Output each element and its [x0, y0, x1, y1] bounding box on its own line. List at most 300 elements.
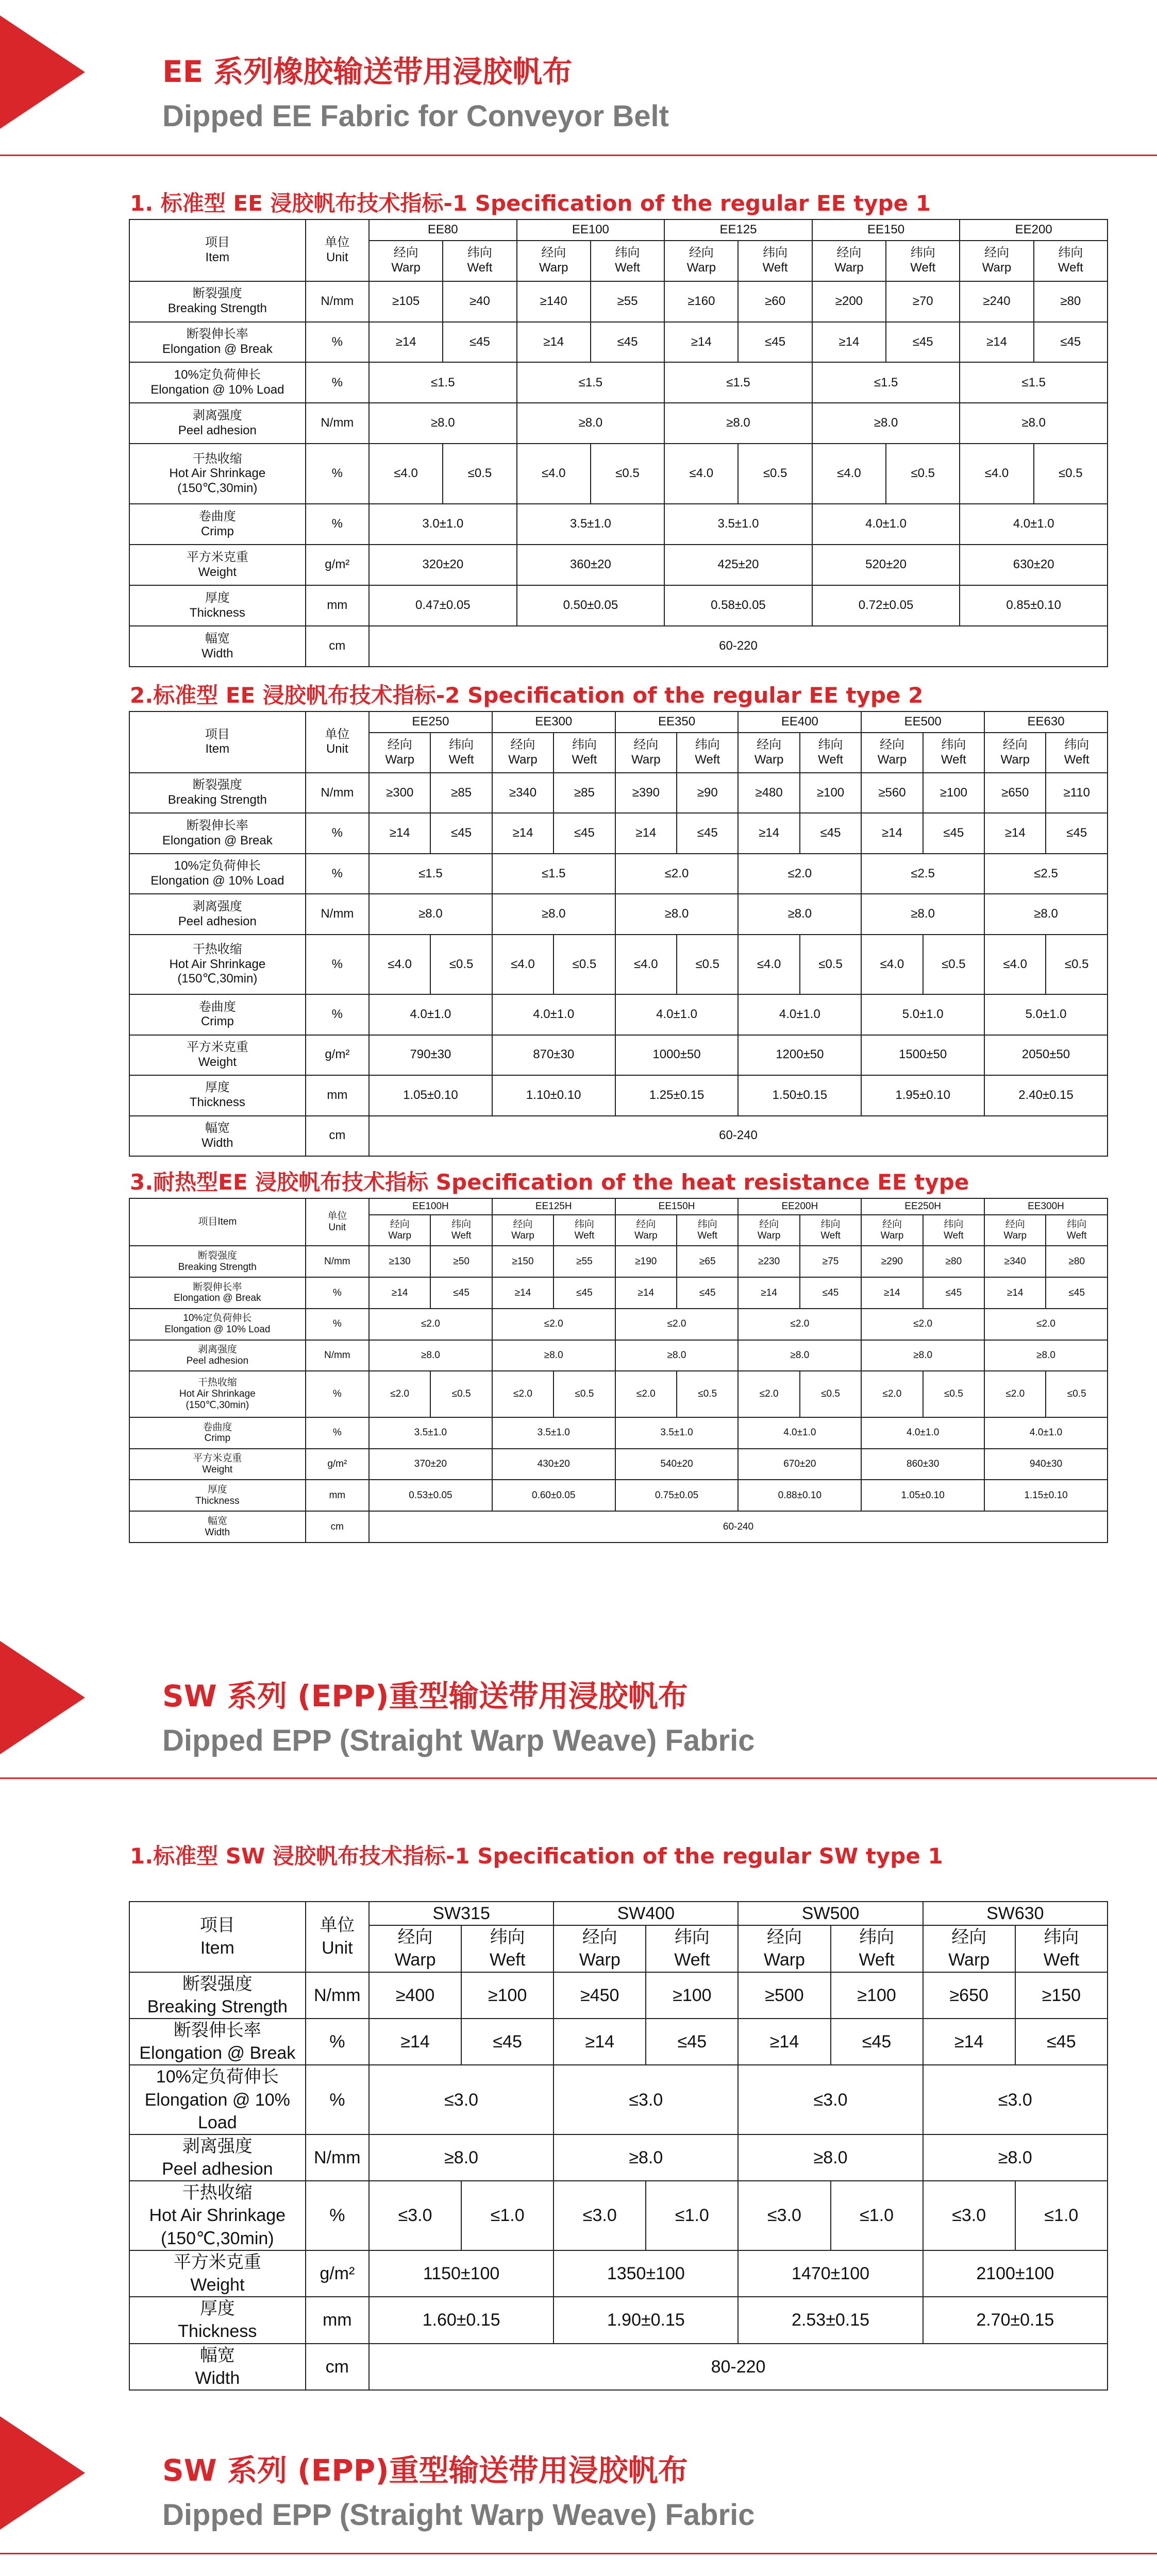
- section-1-divider: [0, 155, 1157, 156]
- row-unit: %: [306, 504, 369, 545]
- row-label-cn: 厚度: [199, 2299, 235, 2319]
- row-unit: %: [306, 813, 369, 853]
- row-label: [129, 1116, 306, 1156]
- weft-header: [1046, 1215, 1108, 1246]
- table-row: [129, 894, 1108, 934]
- warp-en: Warp: [1003, 1230, 1027, 1242]
- row-unit: %: [306, 362, 369, 403]
- value-cell: ≥8.0: [492, 894, 615, 934]
- row-label: [129, 281, 306, 322]
- weft-cn: 纬向: [941, 737, 966, 752]
- value-cell: ≤0.5: [800, 1371, 861, 1417]
- value-cell: ≥14: [738, 813, 799, 853]
- row-unit: g/m²: [306, 2250, 369, 2297]
- table-row: [129, 1480, 1108, 1511]
- value-cell: ≥8.0: [861, 894, 984, 934]
- table-row: [129, 1371, 1108, 1417]
- row-label-en: Weight: [202, 1464, 233, 1476]
- value-cell: 1.25±0.15: [615, 1075, 739, 1115]
- value-cell: ≥240: [960, 281, 1033, 322]
- value-cell: 425±20: [664, 545, 812, 585]
- value-cell: 0.58±0.05: [664, 585, 812, 626]
- value-cell: 5.0±1.0: [861, 994, 984, 1035]
- header-item-cn: 项目: [199, 1916, 235, 1936]
- warp-header: [554, 1925, 646, 1972]
- warp-cn: 经向: [397, 1927, 433, 1947]
- row-label-en: Thickness: [189, 605, 245, 620]
- warp-cn: 经向: [633, 737, 659, 752]
- value-cell: ≥8.0: [492, 1340, 615, 1371]
- row-unit: mm: [306, 585, 369, 626]
- warp-header: [517, 241, 591, 281]
- row-label-en: Hot Air Shrinkage: [169, 466, 266, 481]
- value-cell: ≤2.0: [492, 1309, 615, 1340]
- table-row: [129, 1417, 1108, 1449]
- warp-en: Warp: [1000, 752, 1030, 767]
- warp-cn: 经向: [766, 1927, 802, 1947]
- row-label: [129, 1309, 306, 1340]
- section-2-triangle: [0, 1641, 85, 1754]
- row-label-en: Thickness: [195, 1495, 240, 1506]
- value-cell: ≤45: [738, 322, 812, 363]
- weft-en: Weft: [572, 752, 597, 767]
- weft-en: Weft: [818, 752, 843, 767]
- header-unit: [306, 1198, 369, 1246]
- value-cell: ≥290: [861, 1246, 923, 1277]
- value-cell: ≤1.0: [1015, 2181, 1108, 2250]
- value-cell: ≥8.0: [738, 894, 861, 934]
- row-label-cn: 平方米克重: [186, 1040, 248, 1055]
- warp-cn: 经向: [689, 246, 714, 260]
- row-label-en: Breaking Strength: [147, 1996, 288, 2016]
- value-cell: ≤3.0: [738, 2065, 923, 2134]
- row-unit: N/mm: [306, 1972, 369, 2019]
- weft-en: Weft: [762, 261, 788, 275]
- row-label-en-note: (150℃,30min): [177, 972, 258, 986]
- row-label-en: Breaking Strength: [167, 793, 267, 807]
- value-cell: ≥8.0: [812, 403, 960, 444]
- value-cell: ≥100: [831, 1972, 923, 2019]
- model-header: EE80: [369, 219, 517, 241]
- row-label-en: Weight: [198, 1055, 237, 1069]
- value-cell: 3.5±1.0: [664, 504, 812, 545]
- section-2-title-en: Dipped EPP (Straight Warp Weave) Fabric: [162, 1724, 755, 1757]
- row-label-en: Elongation @ 10% Load: [150, 874, 284, 888]
- value-cell: ≤1.5: [517, 362, 665, 403]
- warp-header: [960, 241, 1033, 281]
- row-label-cn: 干热收缩: [192, 451, 242, 466]
- weft-en: Weft: [615, 261, 640, 275]
- value-cell: ≤45: [1034, 322, 1108, 363]
- value-cell: ≥8.0: [664, 403, 812, 444]
- model-header: EE125H: [492, 1198, 615, 1215]
- row-label-cn: 厚度: [205, 1080, 230, 1095]
- value-cell: 1350±100: [554, 2250, 738, 2297]
- warp-header: [861, 733, 923, 773]
- value-cell: ≥14: [615, 813, 677, 853]
- header-unit-cn: 单位: [325, 727, 350, 741]
- value-cell: ≤45: [591, 322, 664, 363]
- value-cell: ≤0.5: [1046, 1371, 1108, 1417]
- value-cell: 940±30: [984, 1449, 1108, 1480]
- value-cell: ≥8.0: [554, 2134, 738, 2181]
- value-cell: ≤0.5: [677, 1371, 738, 1417]
- table-row: [129, 2019, 1108, 2065]
- row-unit: g/m²: [306, 545, 369, 585]
- value-cell: ≤1.5: [492, 854, 615, 894]
- value-cell: ≥14: [738, 2019, 830, 2065]
- value-cell: ≤0.5: [554, 1371, 615, 1417]
- warp-en: Warp: [757, 1230, 781, 1242]
- value-cell: ≤45: [554, 1277, 615, 1309]
- value-cell: 4.0±1.0: [861, 1417, 984, 1449]
- header-unit-cn: 单位: [325, 235, 350, 250]
- row-label-en: Elongation @ 10% Load: [150, 382, 284, 397]
- row-label-en: Crimp: [200, 524, 234, 538]
- row-label: [129, 894, 306, 934]
- row-label-en-note: (150℃,30min): [177, 481, 258, 496]
- row-label-cn: 幅宽: [205, 1121, 230, 1135]
- weft-cn: 纬向: [490, 1927, 525, 1947]
- value-cell: ≤2.0: [615, 1309, 739, 1340]
- value-cell: 4.0±1.0: [960, 504, 1108, 545]
- row-label-cn: 断裂强度: [182, 1974, 253, 1994]
- row-label-en: Width: [195, 2368, 240, 2388]
- row-label-cn: 10%定负荷伸长: [183, 1313, 252, 1324]
- header-unit-cn: 单位: [320, 1916, 355, 1936]
- value-cell: ≥8.0: [738, 2134, 923, 2181]
- weft-cn: 纬向: [674, 1927, 710, 1947]
- table-row: [129, 1972, 1108, 2019]
- row-label: [129, 626, 306, 667]
- row-unit: g/m²: [306, 1035, 369, 1075]
- table-row: [129, 504, 1108, 545]
- value-cell: 670±20: [738, 1449, 861, 1480]
- row-label: [129, 854, 306, 894]
- value-cell: ≥100: [800, 773, 861, 813]
- model-header: EE200H: [738, 1198, 861, 1215]
- value-cell: ≥150: [1015, 1972, 1108, 2019]
- value-cell: ≥14: [369, 2019, 461, 2065]
- row-unit: %: [306, 322, 369, 363]
- value-cell: ≤0.5: [886, 444, 960, 504]
- warp-cn: 经向: [390, 1219, 410, 1230]
- value-cell: ≥85: [430, 773, 492, 813]
- row-label-cn: 10%定负荷伸长: [156, 2067, 279, 2087]
- warp-header: [984, 1215, 1046, 1246]
- row-label-cn: 剥离强度: [182, 2136, 253, 2156]
- value-cell: ≥80: [923, 1246, 984, 1277]
- row-label-en: Thickness: [178, 2321, 257, 2342]
- value-cell: ≥300: [369, 773, 430, 813]
- weft-en: Weft: [674, 1950, 710, 1970]
- value-cell: 4.0±1.0: [369, 994, 492, 1035]
- value-cell: ≥70: [886, 281, 960, 322]
- value-cell: 1.95±0.10: [861, 1075, 984, 1115]
- value-cell: ≤0.5: [430, 935, 492, 994]
- weft-header: [800, 733, 861, 773]
- value-cell: ≤45: [1015, 2019, 1108, 2065]
- weft-cn: 纬向: [1058, 246, 1083, 260]
- row-label-cn: 平方米克重: [186, 550, 248, 564]
- value-cell: ≥60: [738, 281, 812, 322]
- weft-cn: 纬向: [820, 1219, 841, 1230]
- value-cell: ≤1.0: [461, 2181, 554, 2250]
- value-cell: 4.0±1.0: [615, 994, 739, 1035]
- value-cell: 0.60±0.05: [492, 1480, 615, 1511]
- warp-cn: 经向: [882, 1219, 902, 1230]
- value-cell: ≤4.0: [517, 444, 591, 504]
- value-cell: ≥14: [492, 1277, 554, 1309]
- warp-en: Warp: [880, 1230, 904, 1242]
- value-cell: ≤3.0: [923, 2181, 1015, 2250]
- value-cell: 540±20: [615, 1449, 739, 1480]
- section-1-title-cn: EE 系列橡胶输送带用浸胶帆布: [162, 54, 573, 89]
- row-label-cn: 厚度: [205, 590, 230, 605]
- weft-cn: 纬向: [944, 1219, 964, 1230]
- value-cell: ≥80: [1046, 1246, 1108, 1277]
- row-unit: mm: [306, 1480, 369, 1511]
- value-cell: ≥14: [984, 813, 1046, 853]
- model-header: EE200: [960, 219, 1108, 241]
- weft-en: Weft: [1043, 1950, 1080, 1970]
- value-cell: ≤2.0: [369, 1371, 430, 1417]
- value-cell: ≤2.0: [369, 1309, 492, 1340]
- row-unit: mm: [306, 1075, 369, 1115]
- value-cell: ≥14: [554, 2019, 646, 2065]
- row-label: [129, 1277, 306, 1309]
- value-cell: ≥340: [492, 773, 554, 813]
- value-cell: 0.72±0.05: [812, 585, 960, 626]
- value-cell: 3.0±1.0: [369, 504, 517, 545]
- row-label: [129, 994, 306, 1035]
- value-cell: 430±20: [492, 1449, 615, 1480]
- value-cell: 0.75±0.05: [615, 1480, 739, 1511]
- value-cell: ≤3.0: [923, 2065, 1108, 2134]
- weft-header: [923, 733, 984, 773]
- table-row: [129, 322, 1108, 363]
- model-header: SW500: [738, 1902, 923, 1925]
- warp-header: [738, 1925, 830, 1972]
- row-label-cn: 卷曲度: [203, 1421, 232, 1433]
- row-label-en: Elongation @ Break: [162, 833, 273, 848]
- header-item-en: Item: [205, 250, 230, 264]
- row-unit: %: [306, 1277, 369, 1309]
- row-label-cn: 剥离强度: [192, 409, 242, 423]
- value-cell: ≥8.0: [960, 403, 1108, 444]
- weft-cn: 纬向: [910, 246, 935, 260]
- row-label: [129, 935, 306, 994]
- table-row: [129, 1340, 1108, 1371]
- warp-header: [738, 733, 799, 773]
- table-row: [129, 773, 1108, 813]
- table-row: [129, 994, 1108, 1035]
- table-4-subtitle: 1.标准型 SW 浸胶帆布技术指标-1 Specification of the regular SW type 1: [130, 1843, 943, 1869]
- value-cell: ≥65: [677, 1246, 738, 1277]
- value-cell: ≥8.0: [369, 2134, 554, 2181]
- row-label-en: Peel adhesion: [162, 2159, 273, 2179]
- warp-header: [861, 1215, 923, 1246]
- warp-header: [923, 1925, 1015, 1972]
- value-cell: 2.70±0.15: [923, 2297, 1108, 2343]
- value-cell: 320±20: [369, 545, 517, 585]
- row-label-en: Width: [202, 1136, 233, 1150]
- row-unit: %: [306, 444, 369, 504]
- warp-en: Warp: [394, 1950, 436, 1970]
- row-label: [129, 2065, 306, 2134]
- warp-header: [492, 733, 554, 773]
- weft-cn: 纬向: [451, 1219, 472, 1230]
- model-header: EE630: [984, 711, 1108, 733]
- warp-cn: 经向: [393, 246, 418, 260]
- row-label-en-note: (150℃,30min): [186, 1400, 249, 1411]
- value-cell: ≥55: [591, 281, 664, 322]
- warp-en: Warp: [982, 261, 1012, 275]
- value-cell: ≤45: [800, 813, 861, 853]
- value-cell: ≥14: [861, 1277, 923, 1309]
- row-label-en-note: (150℃,30min): [161, 2228, 274, 2248]
- value-cell: ≤3.0: [738, 2181, 830, 2250]
- row-label: [129, 1480, 306, 1511]
- warp-cn: 经向: [836, 246, 862, 260]
- value-cell: ≤2.0: [492, 1371, 554, 1417]
- section-2-title-cn: SW 系列 (EPP)重型输送带用浸胶帆布: [162, 1679, 688, 1714]
- value-cell: ≥650: [984, 773, 1046, 813]
- row-label: [129, 2019, 306, 2065]
- value-cell: 4.0±1.0: [492, 994, 615, 1035]
- value-cell: ≥150: [492, 1246, 554, 1277]
- warp-cn: 经向: [951, 1927, 987, 1947]
- warp-en: Warp: [388, 1230, 412, 1242]
- value-cell: ≤45: [800, 1277, 861, 1309]
- value-cell: 4.0±1.0: [738, 994, 861, 1035]
- value-cell: ≥500: [738, 1972, 830, 2019]
- header-unit-en: Unit: [326, 250, 348, 264]
- weft-cn: 纬向: [449, 737, 474, 752]
- value-cell: 1200±50: [738, 1035, 861, 1075]
- value-cell: ≥8.0: [984, 1340, 1108, 1371]
- value-cell: ≥14: [369, 813, 430, 853]
- weft-header: [923, 1215, 984, 1246]
- section-3-title-en: Dipped EPP (Straight Warp Weave) Fabric: [162, 2498, 755, 2532]
- row-label-en: Width: [205, 1527, 230, 1538]
- value-cell: ≥14: [960, 322, 1033, 363]
- table-2-subtitle: 2.标准型 EE 浸胶帆布技术指标-2 Specification of the regular EE type 2: [130, 683, 924, 708]
- weft-header: [886, 241, 960, 281]
- value-cell: 1.50±0.15: [738, 1075, 861, 1115]
- value-cell: ≤4.0: [369, 444, 443, 504]
- value-cell: ≥8.0: [615, 894, 739, 934]
- weft-cn: 纬向: [695, 737, 720, 752]
- table-row: [129, 545, 1108, 585]
- value-cell: 2.53±0.15: [738, 2297, 923, 2343]
- value-cell: 0.50±0.05: [517, 585, 665, 626]
- row-label-en: Width: [202, 646, 233, 660]
- weft-header: [591, 241, 664, 281]
- warp-header: [492, 1215, 554, 1246]
- warp-en: Warp: [511, 1230, 534, 1242]
- value-cell: ≥8.0: [615, 1340, 739, 1371]
- value-cell: ≤0.5: [443, 444, 516, 504]
- warp-cn: 经向: [984, 246, 1009, 260]
- value-cell: 80-220: [369, 2344, 1108, 2390]
- weft-header: [430, 733, 492, 773]
- value-cell: ≤2.0: [861, 1309, 984, 1340]
- value-cell: ≤45: [554, 813, 615, 853]
- row-label-en: Elongation @ 10% Load: [164, 1324, 271, 1335]
- header-item-cn: 项目: [205, 235, 230, 250]
- weft-header: [554, 733, 615, 773]
- row-label-cn: 幅宽: [207, 1515, 227, 1527]
- weft-header: [738, 241, 812, 281]
- weft-header: [677, 1215, 738, 1246]
- weft-header: [800, 1215, 861, 1246]
- warp-en: Warp: [764, 1950, 805, 1970]
- value-cell: ≤45: [1046, 813, 1108, 853]
- model-header: EE100: [517, 219, 665, 241]
- row-label: [129, 2344, 306, 2390]
- value-cell: ≤0.5: [1034, 444, 1108, 504]
- warp-header: [984, 733, 1046, 773]
- value-cell: ≥8.0: [923, 2134, 1108, 2181]
- table-2: [129, 711, 1108, 1157]
- value-cell: ≥160: [664, 281, 738, 322]
- row-label: [129, 1972, 306, 2019]
- value-cell: ≤2.0: [861, 1371, 923, 1417]
- value-cell: ≤4.0: [615, 935, 677, 994]
- table-row: [129, 2250, 1108, 2297]
- weft-header: [554, 1215, 615, 1246]
- header-unit: [306, 1902, 369, 1972]
- model-header: SW315: [369, 1902, 554, 1925]
- value-cell: 1.60±0.15: [369, 2297, 554, 2343]
- row-label-cn: 剥离强度: [197, 1344, 237, 1355]
- weft-cn: 纬向: [697, 1219, 717, 1230]
- row-unit: cm: [306, 1511, 369, 1543]
- warp-en: Warp: [948, 1950, 990, 1970]
- warp-en: Warp: [634, 1230, 658, 1242]
- table-row: [129, 281, 1108, 322]
- header-unit-cn: 单位: [327, 1211, 347, 1222]
- warp-en: Warp: [579, 1950, 621, 1970]
- row-label-en: Breaking Strength: [167, 301, 267, 316]
- row-unit: g/m²: [306, 1449, 369, 1480]
- row-label-en: Elongation @ Break: [139, 2043, 296, 2063]
- row-label: [129, 2134, 306, 2181]
- value-cell: ≥400: [369, 1972, 461, 2019]
- header-unit: [306, 219, 369, 281]
- value-cell: ≥8.0: [984, 894, 1108, 934]
- warp-cn: 经向: [541, 246, 566, 260]
- weft-cn: 纬向: [467, 246, 492, 260]
- table-row: [129, 585, 1108, 626]
- row-label: [129, 773, 306, 813]
- value-cell: 1.10±0.10: [492, 1075, 615, 1115]
- table-row: [129, 1116, 1108, 1156]
- warp-cn: 经向: [757, 737, 782, 752]
- header-item-en: Item: [205, 742, 230, 756]
- weft-cn: 纬向: [859, 1927, 895, 1947]
- section-3-divider: [0, 2553, 1157, 2554]
- header-unit: [306, 711, 369, 773]
- value-cell: ≤2.5: [861, 854, 984, 894]
- value-cell: ≤45: [923, 813, 984, 853]
- weft-header: [443, 241, 516, 281]
- value-cell: ≤0.5: [738, 444, 812, 504]
- value-cell: 0.85±0.10: [960, 585, 1108, 626]
- weft-en: Weft: [490, 1950, 526, 1970]
- value-cell: ≥40: [443, 281, 516, 322]
